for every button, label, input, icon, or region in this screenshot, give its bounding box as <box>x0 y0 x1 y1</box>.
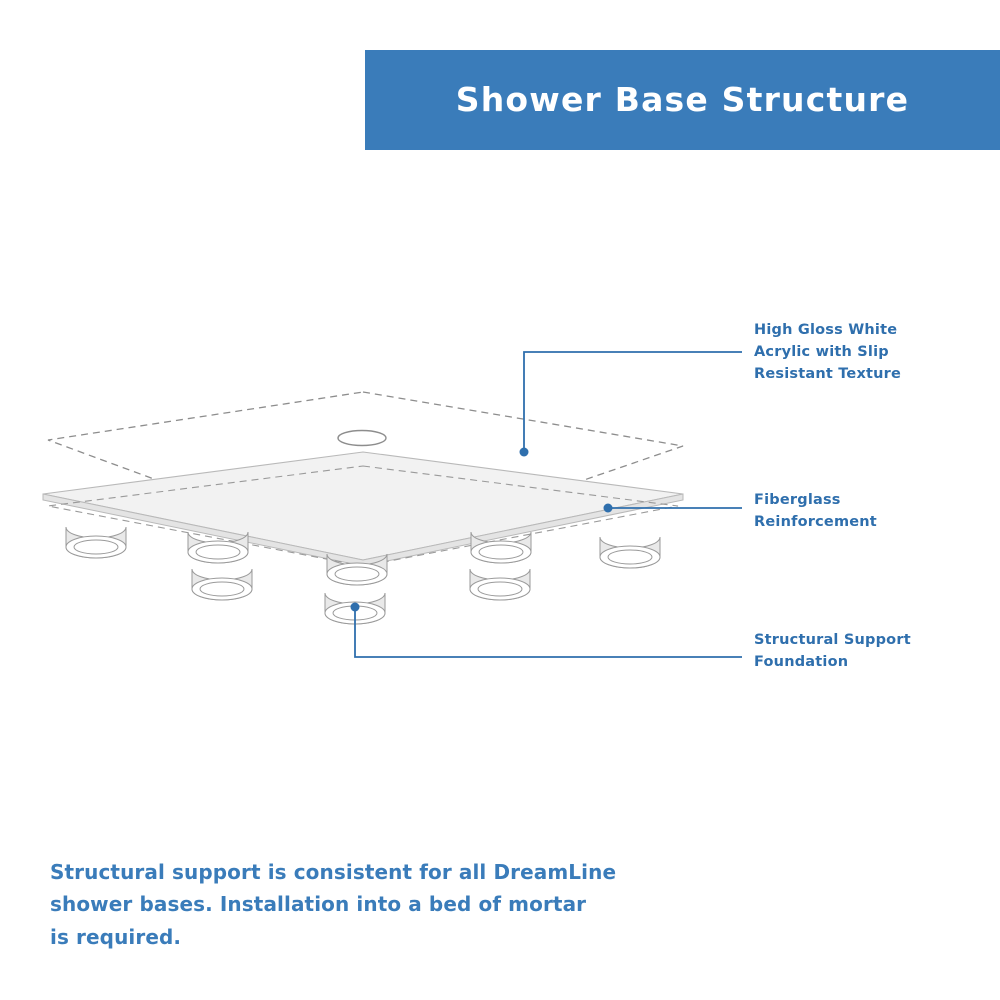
support-ring <box>600 537 660 568</box>
callout-acrylic-line2: Acrylic with Slip <box>754 343 889 360</box>
callout-acrylic-line1: High Gloss White <box>754 322 898 338</box>
callout-fiberglass-line2: Reinforcement <box>754 513 877 530</box>
callout-acrylic <box>754 320 984 385</box>
callout-acrylic-line3: Resistant Texture <box>754 365 902 382</box>
footnote-line3: is required. <box>50 924 182 949</box>
callout-fiberglass-line1: Fiberglass <box>754 492 841 508</box>
leader-dot-fiberglass <box>604 504 613 513</box>
page-title: Shower Base Structure <box>455 79 910 119</box>
footnote-line1: Structural support is consistent for all DreamLine <box>50 860 617 884</box>
leader-line-support <box>355 607 742 657</box>
callout-fiberglass <box>754 490 984 534</box>
drain-opening <box>338 431 386 446</box>
callout-support-line1: Structural Support <box>754 632 911 648</box>
callout-support <box>754 630 989 674</box>
support-ring <box>470 569 530 600</box>
leader-dot-acrylic <box>520 448 529 457</box>
footnote <box>50 856 690 953</box>
support-ring <box>192 569 252 600</box>
footnote-line2: shower bases. Installation into a bed of mortar <box>50 892 587 917</box>
callout-support-line2: Foundation <box>754 653 849 670</box>
support-ring <box>66 527 126 558</box>
leader-dot-support <box>351 603 360 612</box>
